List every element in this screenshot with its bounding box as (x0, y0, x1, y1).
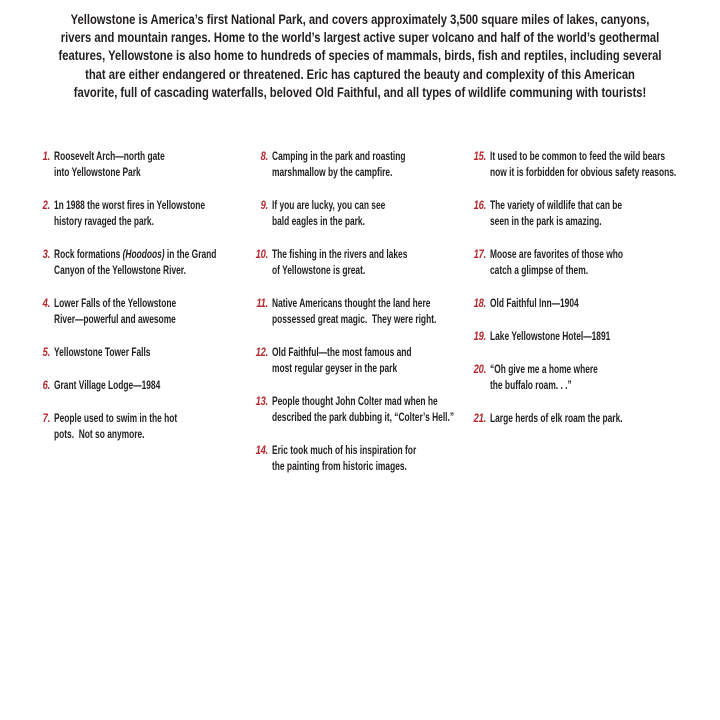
item-text: Yellowstone Tower Falls (54, 345, 151, 359)
list-item-17 (466, 246, 720, 278)
item-number: 1. (42, 149, 50, 163)
item-text: “Oh give me a home where the buffalo roam. . .” (490, 362, 598, 392)
item-text: Roosevelt Arch—north gate into Yellowstone Park (54, 149, 165, 179)
item-text: The fishing in the rivers and lakes of Yellowstone is great. (272, 247, 408, 277)
item-text: Camping in the park and roasting marshmallow by the campfire. (272, 149, 406, 179)
item-text: Moose are favorites of those who catch a glimpse of them. (490, 247, 624, 277)
item-text: People thought John Colter mad when he described the park dubbing it, “Colter’s Hell.” (272, 394, 455, 424)
item-number: 6. (42, 378, 50, 392)
list-column-3 (466, 148, 720, 443)
item-number: 9. (260, 198, 268, 212)
list-item-19 (466, 328, 720, 344)
item-number: 10. (255, 247, 268, 261)
item-number: 20. (473, 362, 486, 376)
list-item-14 (248, 442, 532, 474)
list-item-21 (466, 410, 720, 426)
list-item-18 (466, 295, 720, 311)
item-text: Lower Falls of the Yellowstone River—powerful and awesome (54, 296, 177, 326)
item-number: 15. (473, 149, 486, 163)
item-text: Grant Village Lodge—1984 (54, 378, 161, 392)
intro-line: rivers and mountain ranges. Home to the world’s largest active super volcano and half of the world’s geothermal (60, 29, 660, 46)
item-number: 2. (42, 198, 50, 212)
intro-line: Yellowstone is America’s first National Park, and covers approximately 3,500 square miles of lakes, canyons, (70, 11, 650, 27)
item-text: If you are lucky, you can see bald eagles in the park. (272, 198, 386, 228)
item-text: Rock formations (Hoodoos) in the Grand Canyon of the Yellowstone River. (54, 247, 217, 277)
item-text: It used to be common to feed the wild bears now it is forbidden for obvious safety reasons. (490, 149, 677, 179)
item-text: Lake Yellowstone Hotel—1891 (490, 329, 611, 343)
item-number: 4. (42, 296, 50, 310)
list-item-16 (466, 197, 720, 229)
item-number: 13. (255, 394, 268, 408)
item-number: 18. (473, 296, 486, 310)
list-item-15 (466, 148, 720, 180)
intro-line: features, Yellowstone is also home to hundreds of species of mammals, birds, fish and reptiles, including several (58, 47, 662, 64)
item-text: Old Faithful—the most famous and most regular geyser in the park (272, 345, 412, 375)
item-number: 17. (473, 247, 486, 261)
intro-line: that are either endangered or threatened. Eric has captured the beauty and complexity of this American (85, 65, 635, 82)
item-number: 16. (473, 198, 486, 212)
item-text: Old Faithful Inn—1904 (490, 296, 579, 310)
intro-line: favorite, full of cascading waterfalls, beloved Old Faithful, and all types of wildlife communing with tourists! (73, 83, 647, 100)
list-item-20 (466, 361, 720, 393)
item-text: The variety of wildlife that can be seen in the park is amazing. (490, 198, 623, 228)
item-text: Large herds of elk roam the park. (490, 411, 623, 425)
item-number: 21. (473, 411, 486, 425)
item-number: 7. (42, 411, 50, 425)
item-text: 1n 1988 the worst fires in Yellowstone history ravaged the park. (54, 198, 206, 228)
item-number: 19. (473, 329, 486, 343)
item-number: 5. (42, 345, 50, 359)
item-number: 14. (255, 443, 268, 457)
item-text: People used to swim in the hot pots. Not so anymore. (54, 411, 178, 441)
item-number: 8. (260, 149, 268, 163)
item-text: Native Americans thought the land here possessed great magic. They were right. (272, 296, 437, 326)
item-text: Eric took much of his inspiration for the painting from historic images. (272, 443, 417, 473)
item-number: 12. (255, 345, 268, 359)
intro-paragraph (0, 10, 720, 101)
item-number: 11. (256, 296, 268, 310)
item-number: 3. (42, 247, 50, 261)
